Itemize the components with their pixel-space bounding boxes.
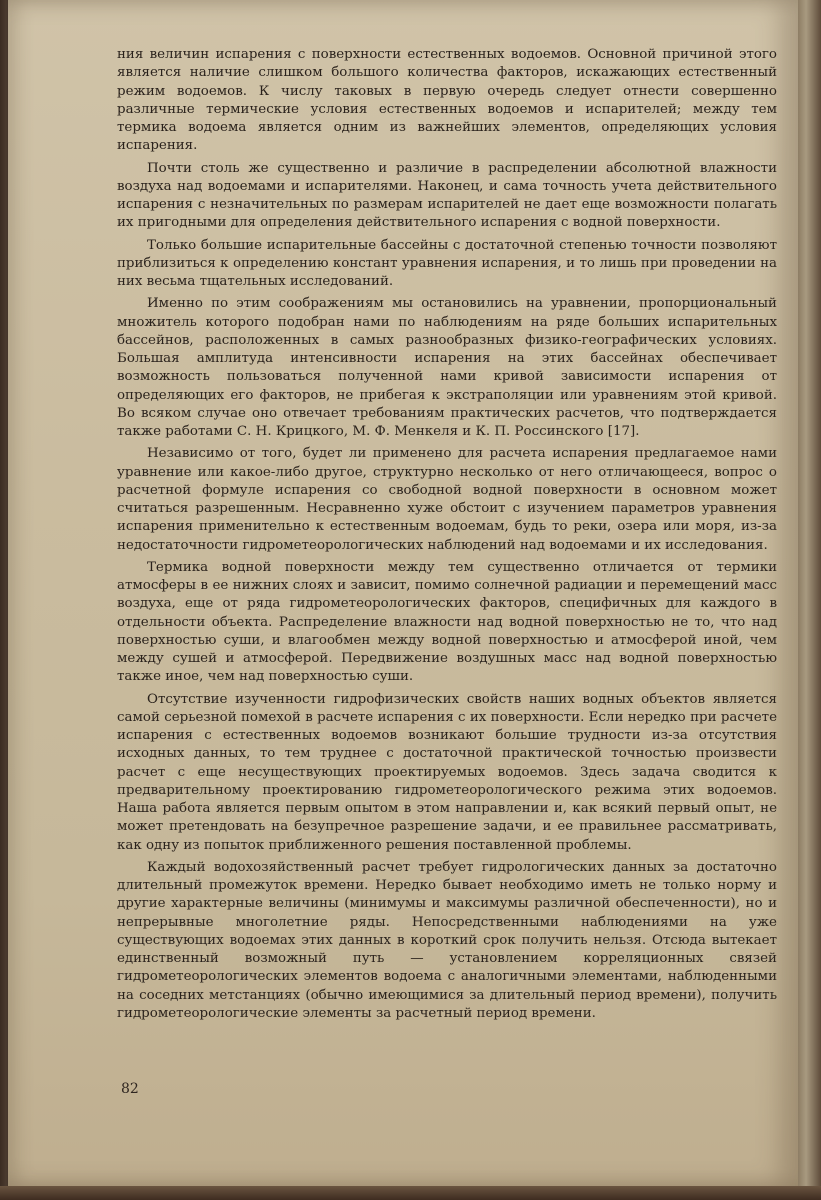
paragraph-1: ния величин испарения с поверхности естественных водоемов. Основной причиной этого является наличие слишком большого количества факторов, искажающих естественный режим водоемов. К числу таковых в первую очередь следует отнести совершенно различные термические условия естественных водоемов и испарителей; между тем термика водоема является одним из важнейших элементов, определяющих условия испарения. bbox=[117, 47, 777, 154]
paragraph-4: Именно по этим соображениям мы остановились на уравнении, пропорциональный множитель которого подобран нами по наблюдениям на ряде больших испарительных бассейнов, расположенных в самых разнообразных физико-географических условиях. Большая амплитуда интенсивности испарения на этих бассейнах обеспечивает возможность пользоваться полученной нами кривой зависимости испарения от определяющих его факторов, не прибегая к экстраполяции или уравнениям этой кривой. Во всяком случае оно отвечает требованиям практических расчетов, что подтверждается также работами С. Н. Крицкого, М. Ф. Менкеля и К. П. Россинского [17]. bbox=[117, 296, 777, 439]
book-page bbox=[8, 0, 798, 1186]
paragraph-6: Термика водной поверхности между тем существенно отличается от термики атмосферы в ее нижних слоях и зависит, помимо солнечной радиации и перемещений масс воздуха, еще от ряда гидрометеорологических факторов, специфичных для каждого в отдельности объекта. Распределение влажности над водной поверхностью не то, что над поверхностью суши, и влагообмен между водной поверхностью и атмосферой иной, чем между сушей и атмосферой. Передвижение воздушных масс над водной поверхностью также иное, чем над поверхностью суши. bbox=[117, 559, 777, 685]
paragraph-3: Только большие испарительные бассейны с достаточной степенью точности позволяют приблизиться к определению констант уравнения испарения, и то лишь при проведении на них весьма тщательных исследований. bbox=[117, 237, 777, 289]
paragraph-2: Почти столь же существенно и различие в распределении абсолютной влажности воздуха над водоемами и испарителями. Наконец, и сама точность учета действительного испарения с незначительных по размерам испарителей не дает еще возможности полагать их пригодными для определения действительного испарения с водной поверхности. bbox=[117, 160, 777, 231]
paragraph-8: Каждый водохозяйственный расчет требует гидрологических данных за достаточно длительный промежуток времени. Нередко бывает необходимо иметь не только норму и другие характерные величины (минимумы и максимумы различной обеспеченности), но и непрерывные многолетние ряды. Непосредственными наблюдениями на уже существующих водоемах этих данных в короткий срок получить нельзя. Отсюда вытекает единственный возможный путь — установлением корреляционных связей гидрометеорологических элементов водоема с аналогичными элементами, наблюденными на соседних метстанциях (обычно имеющимися за длительный период времени), получить гидрометеорологические элементы за расчетный период времени. bbox=[117, 859, 777, 1021]
binding-edge bbox=[798, 0, 821, 1200]
table-surface bbox=[0, 1186, 821, 1200]
page-number: 82 bbox=[121, 1081, 139, 1097]
body-text bbox=[117, 46, 777, 1027]
paragraph-5: Независимо от того, будет ли применено для расчета испарения предлагаемое нами уравнение или какое-либо другое, структурно несколько от него отличающееся, вопрос о расчетной формуле испарения со свободной водной поверхности в основном может считаться разрешенным. Несравненно хуже обстоит с изучением параметров уравнения испарения применительно к естественным водоемам, будь то реки, озера или моря, из-за недостаточности гидрометеорологических наблюдений над водоемами и их исследования. bbox=[117, 446, 777, 553]
paragraph-7: Отсутствие изученности гидрофизических свойств наших водных объектов является самой серьезной помехой в расчете испарения с их поверхности. Если нередко при расчете испарения с естественных водоемов возникают большие трудности из-за отсутствия исходных данных, то тем труднее с достаточной практической точностью произвести расчет с еще несуществующих проектируемых водоемов. Здесь задача сводится к предварительному проектированию гидрометеорологического режима этих водоемов. Наша работа является первым опытом в этом направлении и, как всякий первый опыт, не может претендовать на безупречное разрешение задачи, и ее правильнее рассматривать, как одну из попыток приближенного решения поставленной проблемы. bbox=[117, 691, 777, 853]
